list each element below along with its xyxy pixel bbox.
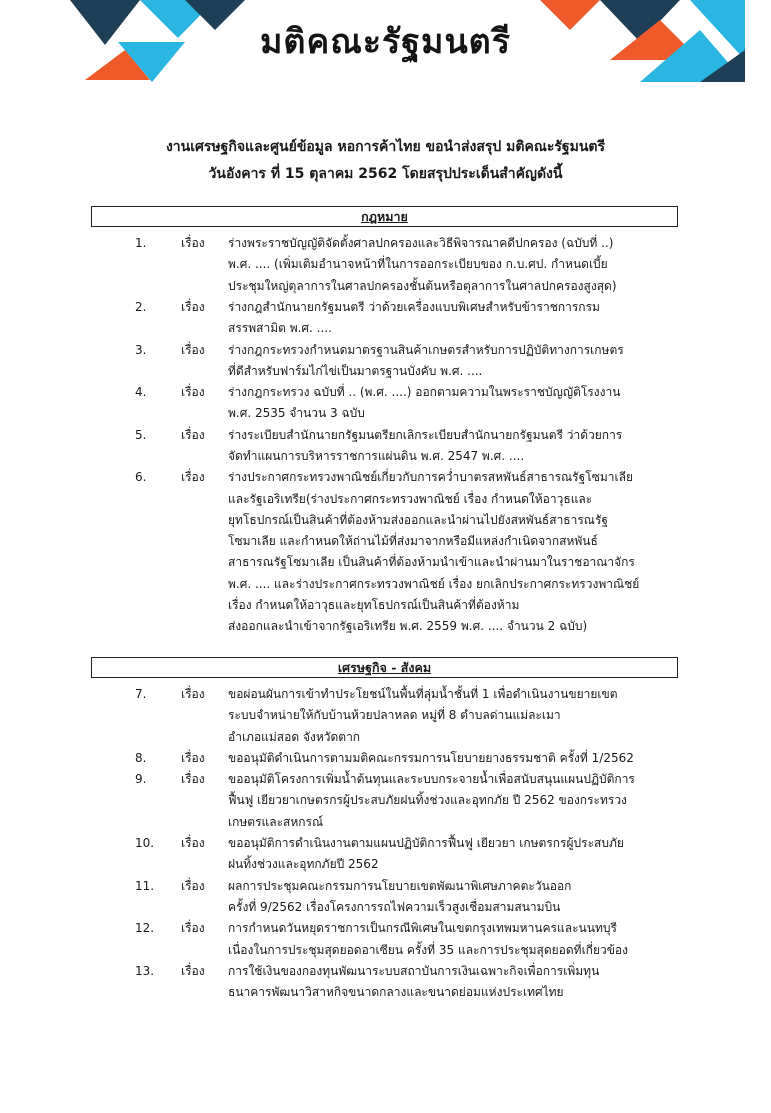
item-description-line: ฟื้นฟู เยียวยาเกษตรกรผู้ประสบภัยฝนทิ้งช่วงและอุทกภัย ปี 2562 ของกระทรวง	[228, 793, 627, 808]
header-banner	[0, 0, 771, 90]
item-description-line: เกษตรและสหกรณ์	[228, 814, 324, 829]
resolution-item	[0, 340, 771, 383]
item-topic-label: เรื่อง	[181, 878, 205, 893]
resolution-item	[0, 297, 771, 340]
item-number: 2.	[135, 299, 147, 314]
item-number: 1.	[135, 236, 147, 250]
item-description-line: โซมาเลีย และกำหนดให้ถ่านไม้ที่ส่งมาจากหรือมีแหล่งกำเนิดจากสหพันธ์	[228, 534, 598, 549]
item-topic-label: เรื่อง	[181, 921, 205, 936]
item-topic-label: เรื่อง	[181, 963, 205, 978]
item-description-line: ขออนุมัติการดำเนินงานตามแผนปฏิบัติการฟื้นฟู เยียวยา เกษตรกรผู้ประสบภัย	[228, 836, 624, 851]
item-description-line: ประชุมใหญ่ตุลาการในศาลปกครองชั้นต้นหรือตุลาการในศาลปกครองสูงสุด)	[228, 278, 617, 293]
resolution-item	[0, 833, 771, 876]
item-description-line: เนื่องในการประชุมสุดยอดอาเซียน ครั้งที่ 35 และการประชุมสุดยอดที่เกี่ยวข้อง	[228, 942, 628, 957]
section-title: กฎหมาย	[361, 209, 408, 224]
item-topic-label: เรื่อง	[181, 750, 205, 765]
item-description-line: ขอผ่อนผันการเข้าทำประโยชน์ในพื้นที่ลุ่มน้ำชั้นที่ 1 เพื่อดำเนินงานขยายเขต	[228, 687, 618, 701]
item-topic-label: เรื่อง	[181, 427, 205, 442]
item-number: 11.	[135, 878, 155, 893]
item-description-line: ระบบจำหน่ายให้กับบ้านห้วยปลาหลด หมู่ที่ 8 ตำบลด่านแม่ละเมา	[228, 708, 561, 723]
item-description	[228, 833, 624, 876]
resolution-item	[0, 425, 771, 468]
item-description-line: สรรพสามิต พ.ศ. ....	[228, 321, 332, 336]
item-description	[228, 425, 622, 468]
item-number: 12.	[135, 921, 155, 936]
item-description-line: ที่ดีสำหรับฟาร์มไก่ไข่เป็นมาตรฐานบังคับ พ.ศ. ....	[228, 363, 483, 378]
item-description	[228, 382, 620, 425]
item-description	[228, 340, 624, 383]
item-description	[228, 748, 634, 769]
item-description-line: จัดทำแผนการบริหารราชการแผ่นดิน พ.ศ. 2547 พ.ศ. ....	[228, 448, 525, 463]
item-description-line: ฝนทิ้งช่วงและอุทกภัยปี 2562	[228, 857, 379, 872]
item-description-line: เรื่อง กำหนดให้อาวุธและยุทโธปกรณ์เป็นสินค้าที่ต้องห้าม	[228, 598, 520, 613]
item-number: 3.	[135, 342, 147, 357]
item-description-line: ร่างกฎกระทรวงกำหนดมาตรฐานสินค้าเกษตรสำหรับการปฏิบัติทางการเกษตร	[228, 342, 624, 357]
item-description	[228, 684, 618, 748]
item-topic-label: เรื่อง	[181, 836, 205, 851]
intro-line-1: งานเศรษฐกิจและศูนย์ข้อมูล หอการค้าไทย ขอนำส่งสรุป มติคณะรัฐมนตรี	[165, 139, 606, 155]
resolution-item	[0, 961, 771, 1004]
item-description-line: ครั้งที่ 9/2562 เรื่องโครงการรถไฟความเร็วสูงเชื่อมสามสนามบิน	[228, 899, 561, 914]
item-number: 13.	[135, 963, 155, 978]
item-description-line: และรัฐเอริเทรีย(ร่างประกาศกระทรวงพาณิชย์ เรื่อง กำหนดให้อาวุธและ	[228, 491, 593, 506]
item-topic-label: เรื่อง	[181, 470, 205, 485]
item-number: 5.	[135, 427, 147, 442]
item-description-line: ยุทโธปกรณ์เป็นสินค้าที่ต้องห้ามส่งออกและนำผ่านไปยังสหพันธ์สาธารณรัฐ	[228, 512, 609, 527]
item-description-line: ร่างกฎกระทรวง ฉบับที่ .. (พ.ศ. ....) ออกตามความในพระราชบัญญัติโรงงาน	[228, 385, 621, 400]
item-description	[228, 233, 617, 297]
intro	[0, 134, 771, 188]
item-number: 4.	[135, 385, 147, 400]
item-description-line: ขออนุมัติโครงการเพิ่มน้ำต้นทุนและระบบกระจายน้ำเพื่อสนับสนุนแผนปฏิบัติการ	[228, 772, 635, 787]
item-description	[228, 876, 571, 919]
item-description	[228, 297, 600, 340]
resolution-item	[0, 382, 771, 425]
item-topic-label: เรื่อง	[181, 385, 205, 400]
brand-title: มติคณะรัฐมนตรี	[259, 22, 512, 62]
item-description-line: ร่างระเบียบสำนักนายกรัฐมนตรียกเลิกระเบียบสำนักนายกรัฐมนตรี ว่าด้วยการ	[228, 427, 623, 442]
item-topic-label: เรื่อง	[181, 236, 205, 250]
item-description-line: พ.ศ. 2535 จำนวน 3 ฉบับ	[228, 406, 365, 421]
item-description-line: การใช้เงินของกองทุนพัฒนาระบบสถาบันการเงินเฉพาะกิจเพื่อการเพิ่มทุน	[228, 963, 600, 978]
item-description-line: อำเภอแม่สอด จังหวัดตาก	[228, 729, 361, 744]
item-number: 6.	[135, 470, 147, 485]
resolution-item	[0, 467, 771, 637]
item-topic-label: เรื่อง	[181, 687, 205, 701]
section-title: เศรษฐกิจ - สังคม	[337, 660, 432, 675]
resolution-item	[0, 684, 771, 748]
item-description	[228, 769, 635, 833]
item-number: 8.	[135, 750, 147, 765]
item-description-line: พ.ศ. .... และร่างประกาศกระทรวงพาณิชย์ เรื่อง ยกเลิกประกาศกระทรวงพาณิชย์	[228, 576, 640, 591]
item-description-line: ธนาคารพัฒนาวิสาหกิจขนาดกลางและขนาดย่อมแห่งประเทศไทย	[228, 985, 564, 1000]
item-description-line: การกำหนดวันหยุดราชการเป็นกรณีพิเศษในเขตกรุงเทพมหานครและนนทบุรี	[228, 921, 617, 936]
item-description	[228, 467, 639, 637]
item-description-line: ร่างกฎสำนักนายกรัฐมนตรี ว่าด้วยเครื่องแบบพิเศษสำหรับข้าราชการกรม	[228, 299, 600, 314]
section-header	[91, 657, 678, 678]
section-header	[91, 206, 678, 227]
item-description-line: ร่างประกาศกระทรวงพาณิชย์เกี่ยวกับการคว่ำบาตรสหพันธ์สาธารณรัฐโซมาเลีย	[228, 470, 633, 485]
item-description-line: ผลการประชุมคณะกรรมการนโยบายเขตพัฒนาพิเศษภาคตะวันออก	[228, 878, 572, 893]
item-description-line: พ.ศ. .... (เพิ่มเติมอำนาจหน้าที่ในการออกระเบียบของ ก.บ.ศป. กำหนดเบี้ย	[228, 257, 608, 272]
item-description	[228, 961, 599, 1004]
resolution-item	[0, 769, 771, 833]
item-description-line: ส่งออกและนำเข้าจากรัฐเอริเทรีย พ.ศ. 2559 พ.ศ. .... จำนวน 2 ฉบับ)	[228, 619, 588, 634]
item-topic-label: เรื่อง	[181, 772, 205, 787]
item-number: 10.	[135, 836, 155, 851]
intro-line-2: วันอังคาร ที่ 15 ตุลาคม 2562 โดยสรุปประเด็นสำคัญดังนี้	[208, 166, 563, 182]
resolution-item	[0, 918, 771, 961]
item-description-line: สาธารณรัฐโซมาเลีย เป็นสินค้าที่ต้องห้ามนำเข้าและนำผ่านมาในราชอาณาจักร	[228, 555, 635, 570]
item-topic-label: เรื่อง	[181, 342, 205, 357]
resolution-item	[0, 876, 771, 919]
resolution-item	[0, 748, 771, 769]
item-description	[228, 918, 628, 961]
item-description-line: ร่างพระราชบัญญัติจัดตั้งศาลปกครองและวิธีพิจารณาคดีปกครอง (ฉบับที่ ..)	[228, 236, 614, 250]
item-number: 7.	[135, 687, 147, 701]
item-topic-label: เรื่อง	[181, 299, 205, 314]
item-description-line: ขออนุมัติดำเนินการตามมติคณะกรรมการนโยบายยางธรรมชาติ ครั้งที่ 1/2562	[228, 750, 634, 765]
resolution-item	[0, 233, 771, 297]
item-number: 9.	[135, 772, 147, 787]
